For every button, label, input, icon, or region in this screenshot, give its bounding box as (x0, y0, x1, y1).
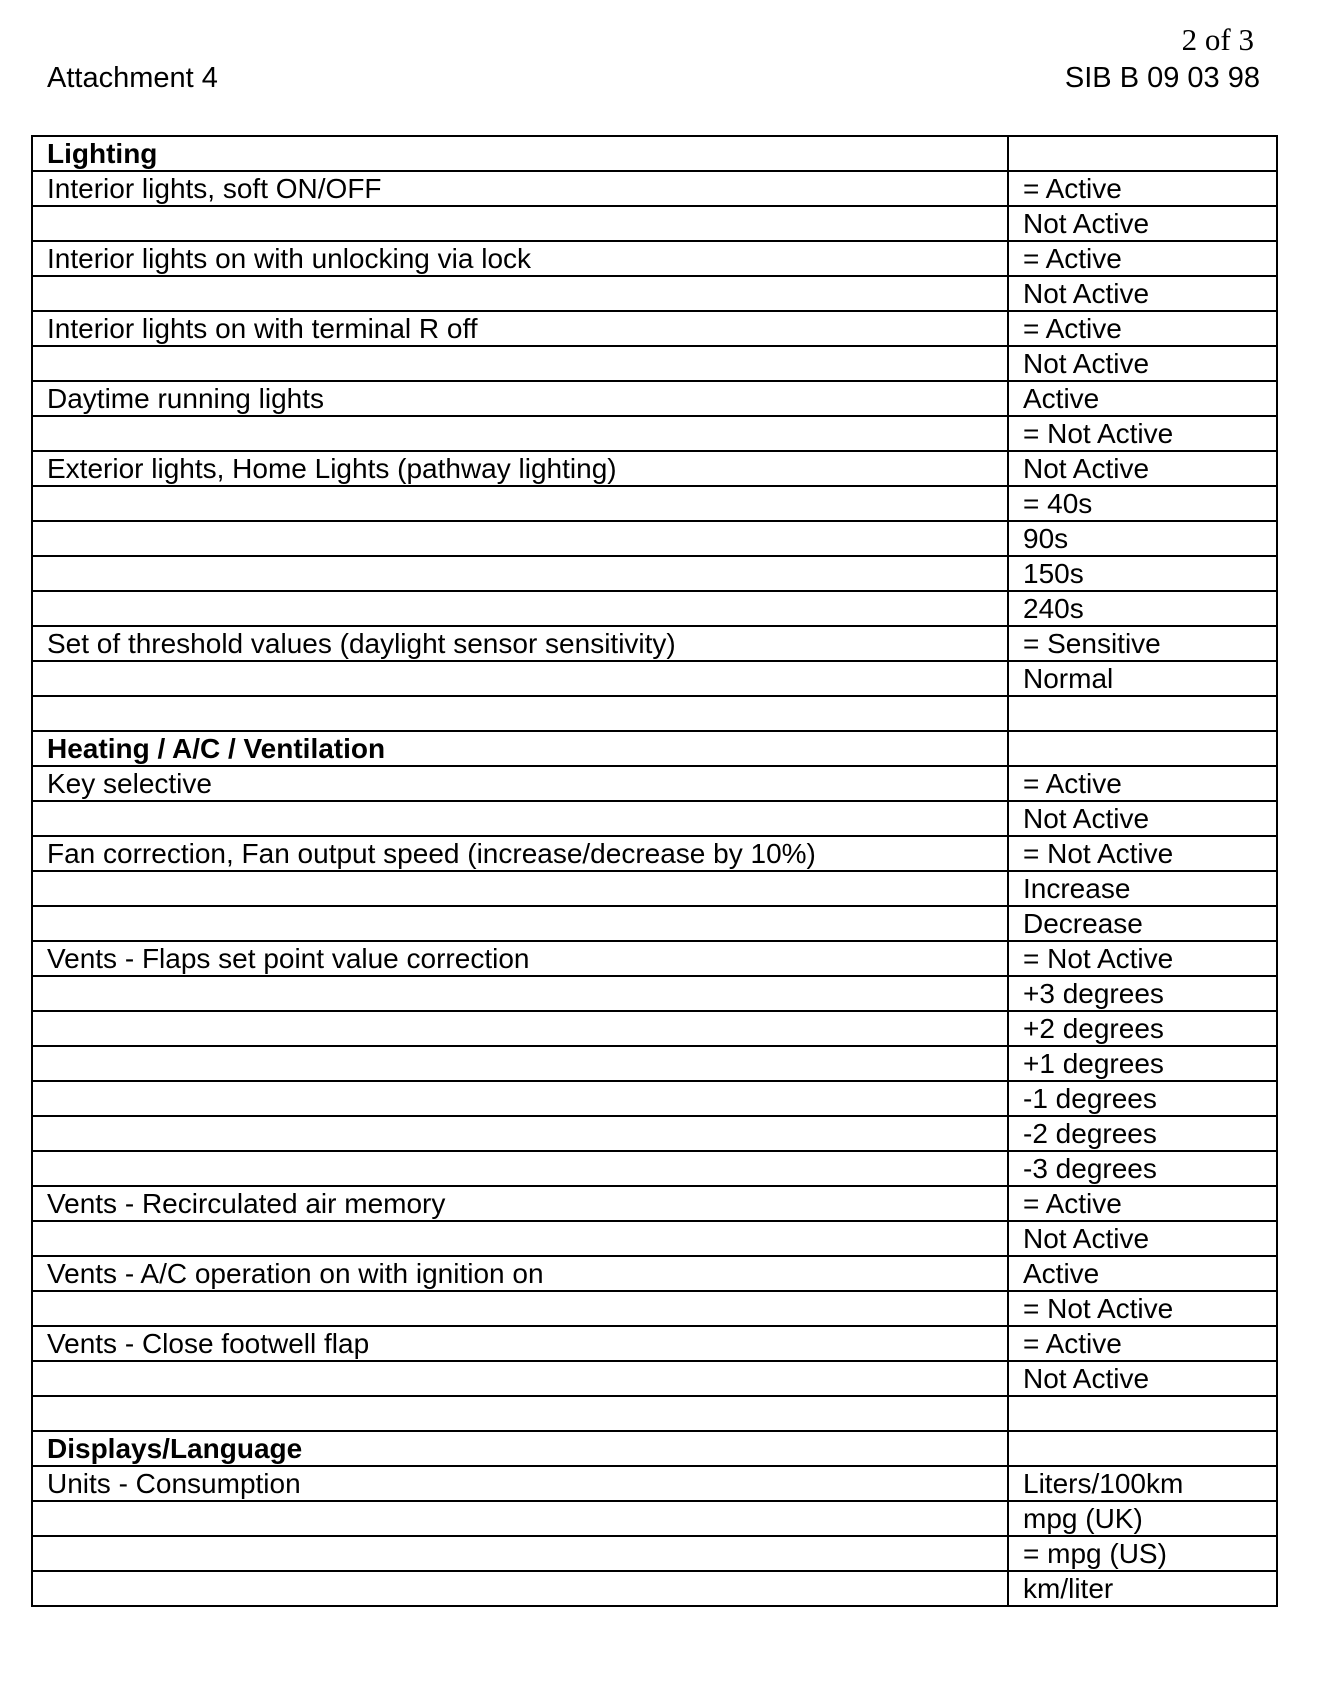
table-row (32, 1536, 1277, 1571)
setting-value: km/liter (1008, 1571, 1277, 1606)
setting-label (32, 1571, 1008, 1606)
setting-label (32, 1501, 1008, 1536)
setting-value: = Sensitive (1008, 626, 1277, 661)
document-id: SIB B 09 03 98 (1064, 62, 1260, 94)
table-row (32, 941, 1277, 976)
setting-value: = Active (1008, 241, 1277, 276)
setting-label (32, 521, 1008, 556)
setting-label (32, 1221, 1008, 1256)
setting-value: Not Active (1008, 206, 1277, 241)
setting-label (32, 486, 1008, 521)
setting-label (32, 1396, 1008, 1431)
setting-label (32, 1291, 1008, 1326)
setting-label: Daytime running lights (32, 381, 1008, 416)
table-row (32, 1011, 1277, 1046)
table-row (32, 906, 1277, 941)
setting-label (32, 906, 1008, 941)
table-row (32, 696, 1277, 731)
setting-value: = 40s (1008, 486, 1277, 521)
setting-value: = Active (1008, 171, 1277, 206)
setting-value: 90s (1008, 521, 1277, 556)
setting-value: = Active (1008, 1326, 1277, 1361)
setting-label: Vents - Close footwell flap (32, 1326, 1008, 1361)
table-row (32, 451, 1277, 486)
table-row (32, 836, 1277, 871)
table-row (32, 1466, 1277, 1501)
setting-label (32, 591, 1008, 626)
table-row (32, 1256, 1277, 1291)
table-row (32, 976, 1277, 1011)
setting-value: +2 degrees (1008, 1011, 1277, 1046)
setting-label (32, 276, 1008, 311)
table-row (32, 311, 1277, 346)
table-row (32, 801, 1277, 836)
setting-label (32, 801, 1008, 836)
setting-label (32, 696, 1008, 731)
table-row (32, 1151, 1277, 1186)
setting-value: Not Active (1008, 346, 1277, 381)
setting-label (32, 1046, 1008, 1081)
setting-value: Increase (1008, 871, 1277, 906)
setting-label: Interior lights on with terminal R off (32, 311, 1008, 346)
section-title: Displays/Language (32, 1431, 1008, 1466)
setting-value: -2 degrees (1008, 1116, 1277, 1151)
table-row (32, 241, 1277, 276)
table-row (32, 1501, 1277, 1536)
setting-value: = Not Active (1008, 941, 1277, 976)
setting-label (32, 661, 1008, 696)
setting-label: Vents - Recirculated air memory (32, 1186, 1008, 1221)
table-row (32, 276, 1277, 311)
table-row (32, 1081, 1277, 1116)
setting-value (1008, 731, 1277, 766)
table-row (32, 626, 1277, 661)
setting-label (32, 1081, 1008, 1116)
setting-value (1008, 1396, 1277, 1431)
setting-label (32, 976, 1008, 1011)
setting-label (32, 1361, 1008, 1396)
section-title: Lighting (32, 136, 1008, 171)
setting-value: Not Active (1008, 1361, 1277, 1396)
setting-label: Key selective (32, 766, 1008, 801)
table-row (32, 1291, 1277, 1326)
setting-label: Interior lights, soft ON/OFF (32, 171, 1008, 206)
setting-label (32, 206, 1008, 241)
table-row (32, 1221, 1277, 1256)
table-row (32, 591, 1277, 626)
setting-value (1008, 136, 1277, 171)
setting-value: = Active (1008, 766, 1277, 801)
table-row (32, 1361, 1277, 1396)
setting-value (1008, 696, 1277, 731)
setting-value: = Not Active (1008, 1291, 1277, 1326)
setting-label (32, 1536, 1008, 1571)
setting-value: Active (1008, 381, 1277, 416)
setting-label: Units - Consumption (32, 1466, 1008, 1501)
table-row (32, 1116, 1277, 1151)
setting-value: +1 degrees (1008, 1046, 1277, 1081)
setting-value: mpg (UK) (1008, 1501, 1277, 1536)
table-row (32, 416, 1277, 451)
table-row (32, 1571, 1277, 1606)
section-header-row (32, 136, 1277, 171)
table-row (32, 486, 1277, 521)
section-title: Heating / A/C / Ventilation (32, 731, 1008, 766)
table-row (32, 556, 1277, 591)
settings-table (31, 135, 1278, 1607)
setting-value: = mpg (US) (1008, 1536, 1277, 1571)
setting-value: 150s (1008, 556, 1277, 591)
table-row (32, 521, 1277, 556)
section-header-row (32, 731, 1277, 766)
table-row (32, 1186, 1277, 1221)
table-row (32, 381, 1277, 416)
setting-value: -3 degrees (1008, 1151, 1277, 1186)
setting-value: = Not Active (1008, 416, 1277, 451)
setting-value: Not Active (1008, 276, 1277, 311)
table-row (32, 1046, 1277, 1081)
section-header-row (32, 1431, 1277, 1466)
setting-label: Exterior lights, Home Lights (pathway lighting) (32, 451, 1008, 486)
setting-label (32, 871, 1008, 906)
setting-label: Set of threshold values (daylight sensor sensitivity) (32, 626, 1008, 661)
setting-value: 240s (1008, 591, 1277, 626)
setting-value: Active (1008, 1256, 1277, 1291)
attachment-label: Attachment 4 (47, 62, 218, 94)
setting-value: -1 degrees (1008, 1081, 1277, 1116)
setting-label (32, 1116, 1008, 1151)
table-row (32, 1326, 1277, 1361)
setting-value: Decrease (1008, 906, 1277, 941)
setting-label (32, 1151, 1008, 1186)
setting-value: Normal (1008, 661, 1277, 696)
setting-label (32, 1011, 1008, 1046)
table-row (32, 346, 1277, 381)
table-row (32, 206, 1277, 241)
setting-value: Not Active (1008, 451, 1277, 486)
table-row (32, 871, 1277, 906)
setting-label (32, 556, 1008, 591)
setting-label: Interior lights on with unlocking via lock (32, 241, 1008, 276)
setting-label: Vents - Flaps set point value correction (32, 941, 1008, 976)
setting-value: +3 degrees (1008, 976, 1277, 1011)
setting-value: Not Active (1008, 801, 1277, 836)
setting-value: = Active (1008, 1186, 1277, 1221)
setting-value (1008, 1431, 1277, 1466)
page-number: 2 of 3 (1181, 22, 1254, 57)
setting-label: Vents - A/C operation on with ignition on (32, 1256, 1008, 1291)
table-row (32, 171, 1277, 206)
setting-label (32, 346, 1008, 381)
table-row (32, 1396, 1277, 1431)
setting-value: Liters/100km (1008, 1466, 1277, 1501)
setting-value: = Not Active (1008, 836, 1277, 871)
table-row (32, 766, 1277, 801)
setting-value: = Active (1008, 311, 1277, 346)
table-row (32, 661, 1277, 696)
setting-value: Not Active (1008, 1221, 1277, 1256)
setting-label: Fan correction, Fan output speed (increase/decrease by 10%) (32, 836, 1008, 871)
setting-label (32, 416, 1008, 451)
settings-table-body (32, 136, 1277, 1606)
